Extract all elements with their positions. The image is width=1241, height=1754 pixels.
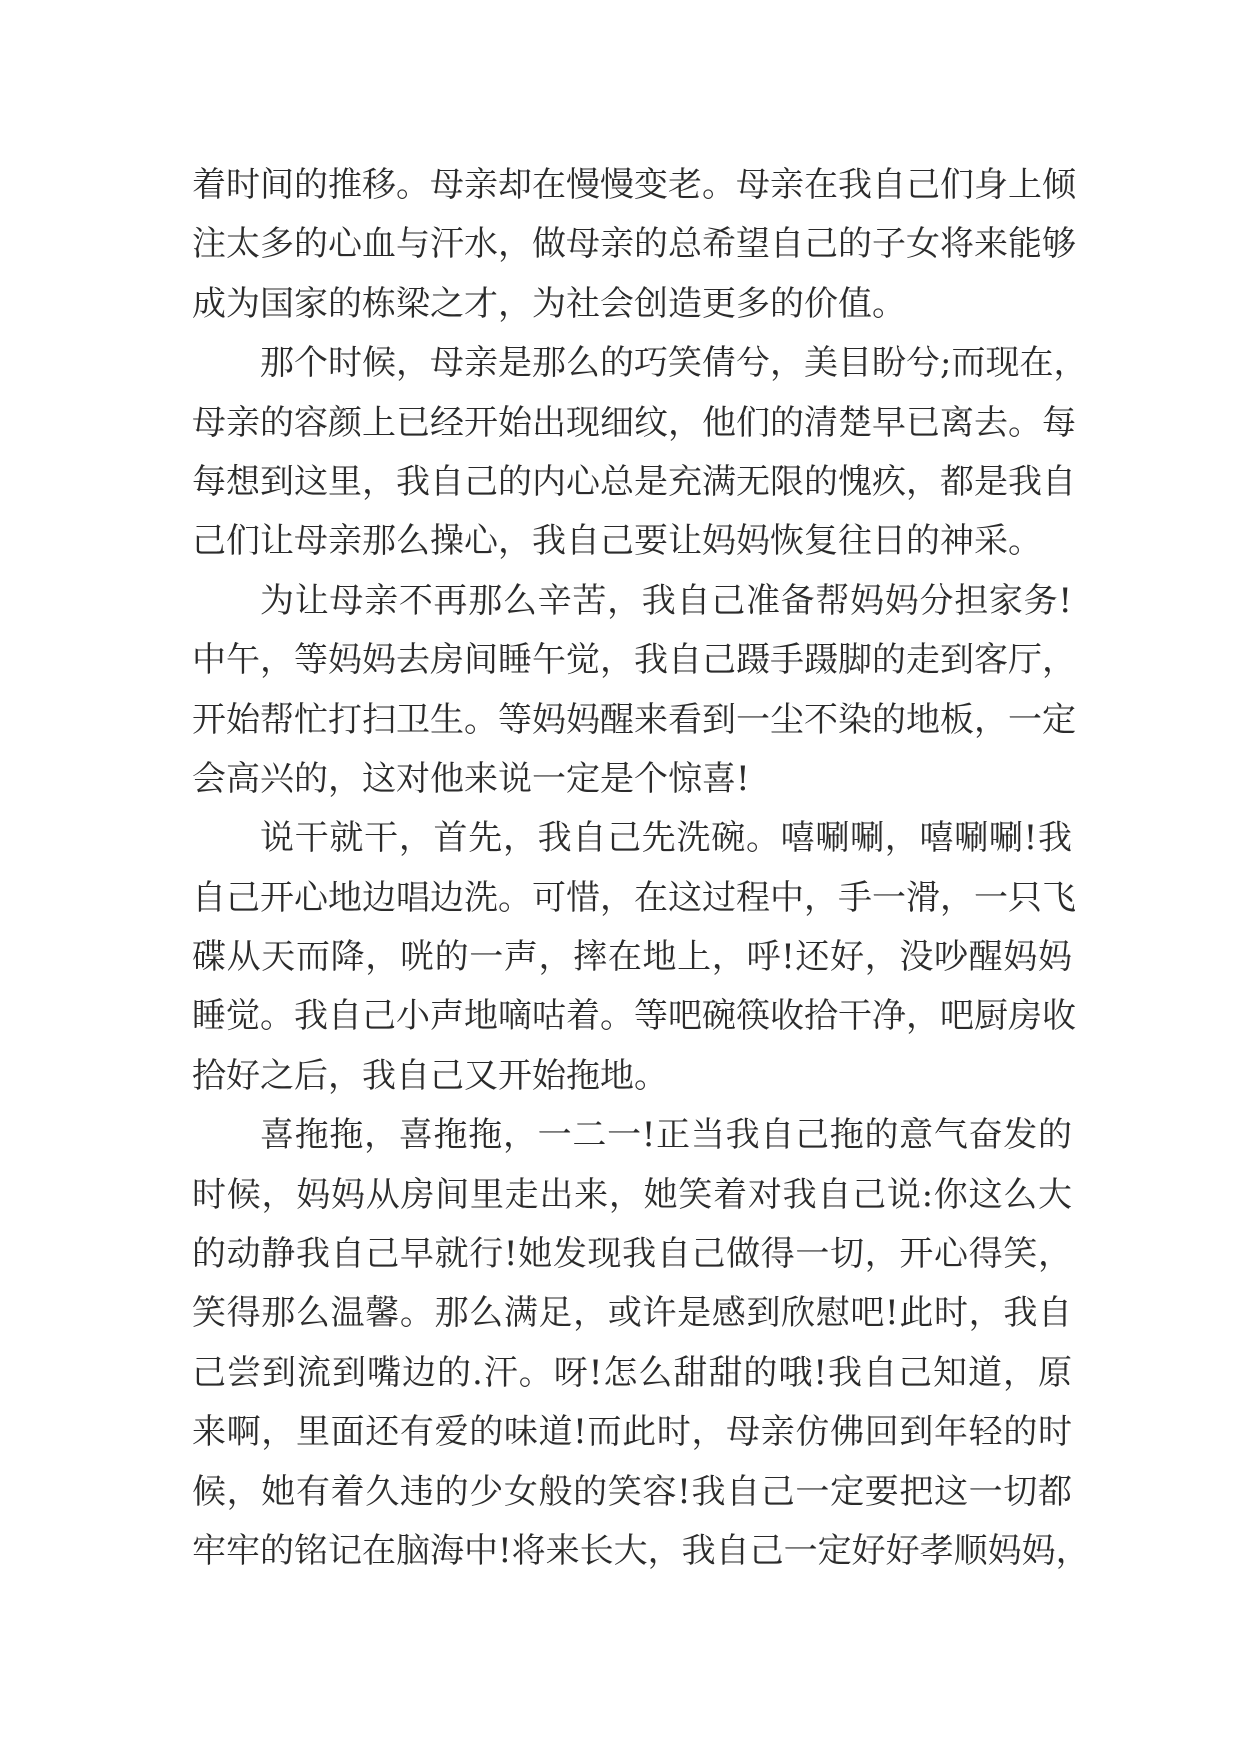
text-line: 会高兴的，这对他来说一定是个惊喜!	[192, 758, 750, 799]
text-line: 碟从天而降，咣的一声，摔在地上，呼!还好，没吵醒妈妈	[192, 937, 1072, 978]
text-line: 拾好之后，我自己又开始拖地。	[192, 1055, 668, 1096]
text-line: 母亲的容颜上已经开始出现细纹，他们的清楚早已离去。每	[192, 402, 1076, 443]
text-line: 说干就干，首先，我自己先洗碗。嘻唰唰，嘻唰唰!我	[260, 818, 1072, 859]
text-line: 己尝到流到嘴边的.汗。呀!怎么甜甜的哦!我自己知道，原	[192, 1352, 1072, 1393]
paragraph	[192, 1106, 1090, 1581]
text-line: 睡觉。我自己小声地嘀咕着。等吧碗筷收拾干净，吧厨房收	[192, 996, 1076, 1037]
text-line: 的动静我自己早就行!她发现我自己做得一切，开心得笑，	[192, 1234, 1072, 1275]
text-line: 着时间的推移。母亲却在慢慢变老。母亲在我自己们身上倾	[192, 165, 1076, 205]
text-line: 开始帮忙打扫卫生。等妈妈醒来看到一尘不染的地板，一定	[192, 699, 1076, 740]
text-line: 己们让母亲那么操心，我自己要让妈妈恢复往日的神采。	[192, 521, 1042, 562]
paragraph	[192, 572, 1076, 810]
text-line: 牢牢的铭记在脑海中!将来长大，我自己一定好好孝顺妈妈，	[192, 1530, 1090, 1571]
text-line: 时候，妈妈从房间里走出来，她笑着对我自己说:你这么大	[192, 1174, 1072, 1215]
text-line: 注太多的心血与汗水，做母亲的总希望自己的子女将来能够	[192, 224, 1076, 265]
text-line: 笑得那么温馨。那么满足，或许是感到欣慰吧!此时，我自	[192, 1293, 1072, 1334]
paragraph	[192, 334, 1088, 572]
text-line: 候，她有着久违的少女般的笑容!我自己一定要把这一切都	[192, 1471, 1072, 1512]
text-line: 来啊，里面还有爱的味道!而此时，母亲仿佛回到年轻的时	[192, 1412, 1072, 1453]
text-line: 那个时候，母亲是那么的巧笑倩兮，美目盼兮;而现在，	[260, 343, 1088, 384]
essay-text-body	[192, 156, 1090, 1581]
text-line: 为让母亲不再那么辛苦，我自己准备帮妈妈分担家务!	[260, 580, 1072, 621]
paragraph	[192, 156, 1076, 334]
paragraph	[192, 809, 1076, 1106]
text-line: 中午，等妈妈去房间睡午觉，我自己蹑手蹑脚的走到客厅，	[192, 640, 1076, 681]
text-line: 每想到这里，我自己的内心总是充满无限的愧疚，都是我自	[192, 461, 1076, 502]
text-line: 喜拖拖，喜拖拖，一二一!正当我自己拖的意气奋发的	[260, 1115, 1072, 1156]
text-line: 自己开心地边唱边洗。可惜，在这过程中，手一滑，一只飞	[192, 877, 1076, 918]
text-line: 成为国家的栋梁之才，为社会创造更多的价值。	[192, 283, 906, 324]
